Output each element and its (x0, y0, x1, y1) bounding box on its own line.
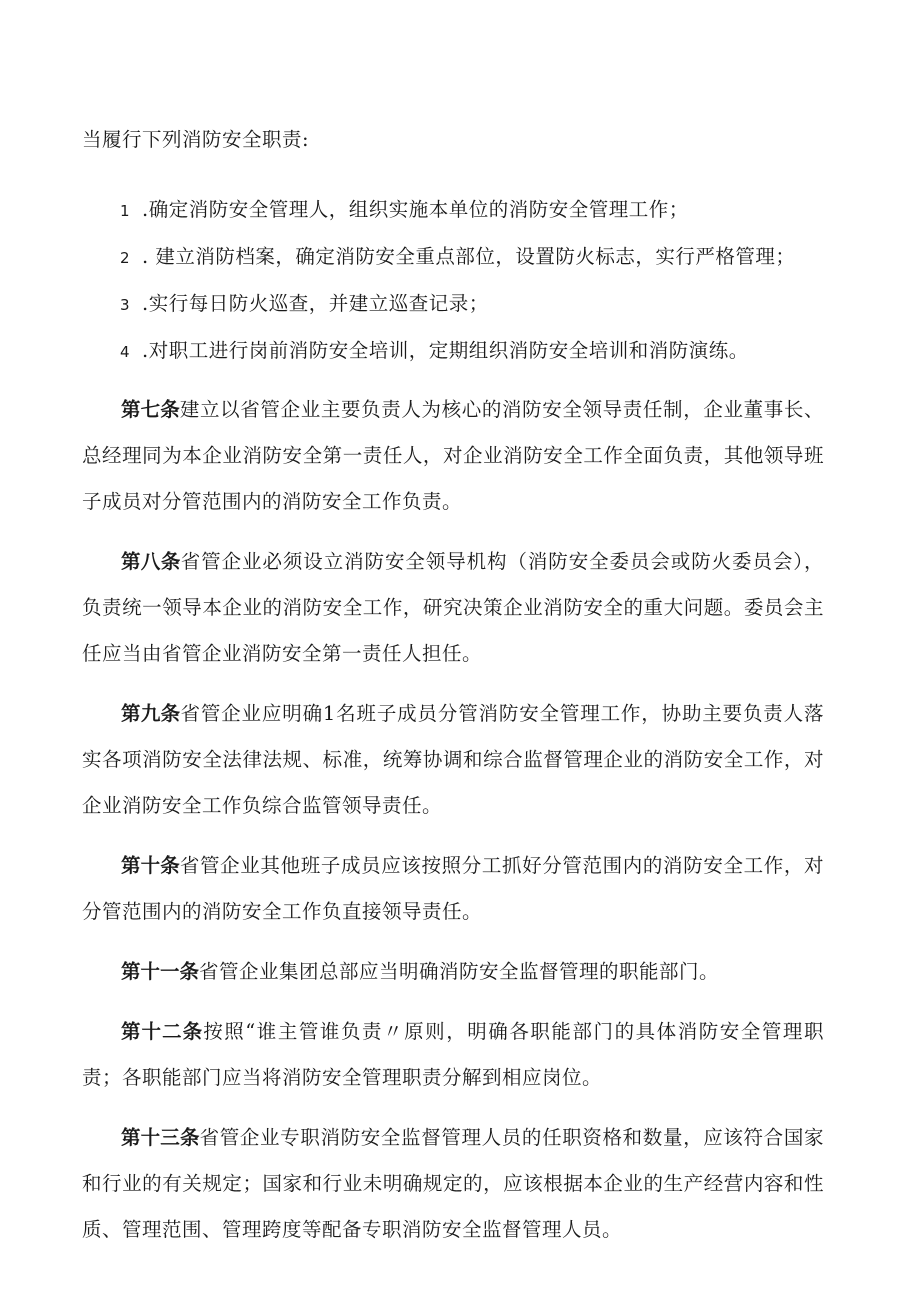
article-8 (82, 539, 824, 677)
article-heading: 第八条 (121, 550, 181, 573)
article-13 (82, 1115, 824, 1253)
list-item-3 (82, 281, 824, 328)
lead-paragraph: 当履行下列消防安全职责: (82, 128, 310, 151)
list-item-number: 3 (120, 296, 131, 314)
list-item-number: 2 (120, 249, 131, 267)
list-item-4 (82, 328, 824, 375)
article-text: 省管企业应明确1名班子成员分管消防安全管理工作，协助主要负责人落实各项消防安全法律法规、标准，统筹协调和综合监督管理企业的消防安全工作，对企业消防安全工作负综合监管领导责任。 (82, 702, 824, 817)
list-item-text: .确定消防安全管理人，组织实施本单位的消防安全管理工作； (142, 198, 689, 221)
article-heading: 第十条 (121, 854, 180, 877)
article-9 (82, 691, 824, 829)
article-text: 省管企业必须设立消防安全领导机构（消防安全委员会或防火委员会），负责统一领导本企业的消防安全工作，研究决策企业消防安全的重大问题。委员会主任应当由省管企业消防安全第一责任人担任。 (82, 550, 824, 665)
article-11 (82, 949, 824, 995)
list-item-number: 4 (120, 343, 131, 361)
list-item-number: 1 (120, 202, 131, 220)
article-heading: 第十一条 (121, 960, 200, 983)
article-text: 按照“谁主管谁负责〃原则，明确各职能部门的具体消防安全管理职责；各职能部门应当将消防安全管理职责分解到相应岗位。 (82, 1020, 824, 1089)
article-12 (82, 1009, 824, 1101)
article-text: 省管企业专职消防安全监督管理人员的任职资格和数量，应该符合国家和行业的有关规定；国家和行业未明确规定的，应该根据本企业的生产经营内容和性质、管理范围、管理跨度等配备专职消防安全监督管理人员。 (82, 1126, 824, 1241)
article-heading: 第十三条 (121, 1126, 200, 1149)
article-7 (82, 387, 824, 525)
article-text: 省管企业其他班子成员应该按照分工抓好分管范围内的消防安全工作，对分管范围内的消防安全工作负直接领导责任。 (82, 854, 824, 923)
list-item-text: .实行每日防火巡查，并建立巡查记录； (142, 292, 489, 315)
article-10 (82, 843, 824, 935)
article-heading: 第九条 (121, 702, 181, 725)
article-heading: 第十二条 (121, 1020, 204, 1043)
list-item-text: . 建立消防档案，确定消防安全重点部位，设置防火标志，实行严格管理； (142, 245, 796, 268)
list-item-text: .对职工进行岗前消防安全培训，定期组织消防安全培训和消防演练。 (142, 339, 749, 362)
list-item-2 (82, 234, 824, 281)
article-text: 省管企业集团总部应当明确消防安全监督管理的职能部门。 (199, 960, 720, 983)
list-item-1 (82, 187, 824, 234)
article-text: 建立以省管企业主要负责人为核心的消防安全领导责任制，企业董事长、总经理同为本企业消防安全第一责任人，对企业消防安全工作全面负责，其他领导班子成员对分管范围内的消防安全工作负责。 (82, 398, 824, 513)
article-heading: 第七条 (121, 398, 180, 421)
